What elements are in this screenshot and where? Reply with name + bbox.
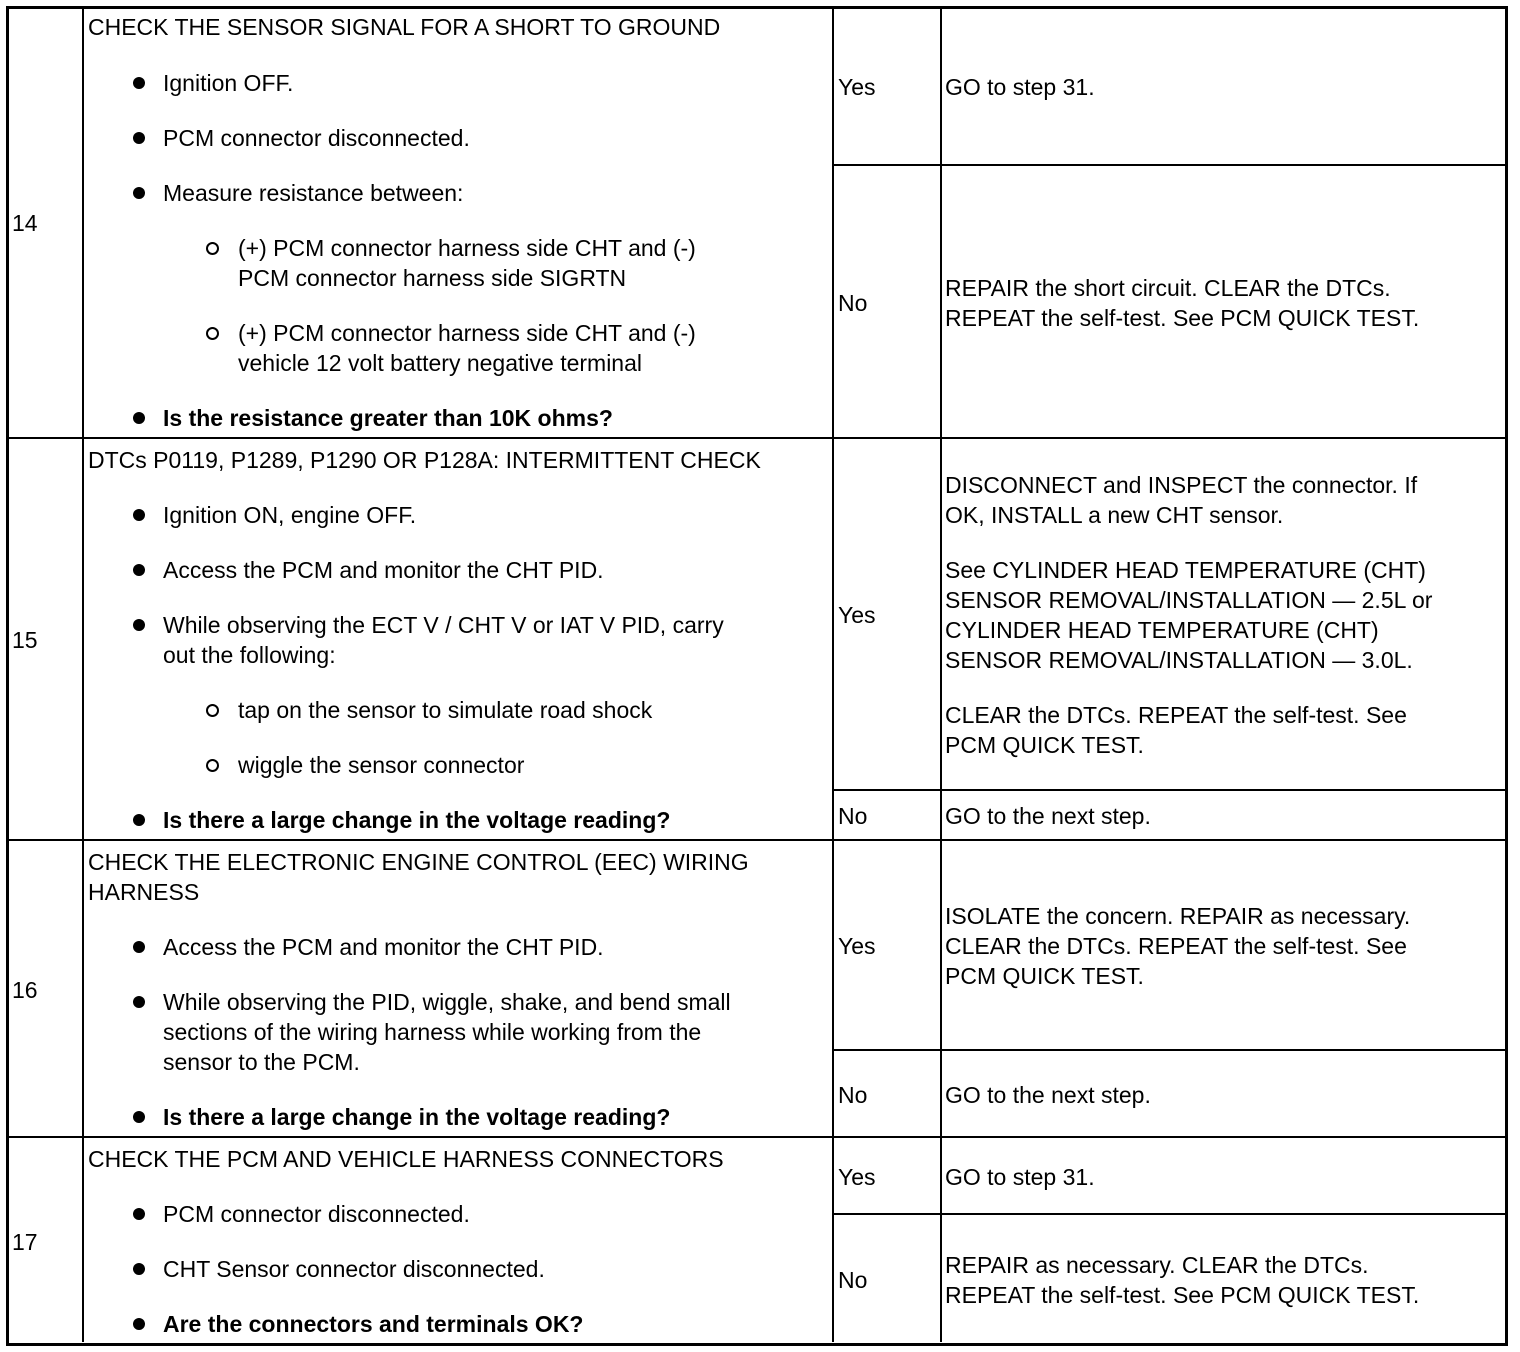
step-instruction: While observing the ECT V / CHT V or IAT V PID, carry out the following:: [163, 612, 724, 668]
result-action: GO to step 31.: [945, 1164, 1095, 1190]
sub-bullet-circle-icon: [206, 242, 219, 255]
step-instruction: While observing the PID, wiggle, shake, and bend small sections of the wiring harness while working from the sensor to the PCM.: [163, 989, 731, 1075]
step-number: 17: [12, 1229, 38, 1255]
step-instruction: CHT Sensor connector disconnected.: [163, 1256, 545, 1282]
bullet-icon: [133, 1208, 145, 1220]
result-action: GO to step 31.: [945, 74, 1095, 100]
answer-no: No: [838, 1267, 868, 1293]
bullet-icon: [133, 187, 145, 199]
column-divider: [82, 8, 84, 1342]
bullet-icon: [133, 509, 145, 521]
answer-yes: Yes: [838, 933, 876, 959]
step-sub-instruction: tap on the sensor to simulate road shock: [238, 697, 653, 723]
result-action: ISOLATE the concern. REPAIR as necessary. CLEAR the DTCs. REPEAT the self-test. See PCM QUICK TEST.: [945, 903, 1411, 989]
step-instruction: Measure resistance between:: [163, 180, 464, 206]
result-action: GO to the next step.: [945, 803, 1151, 829]
sub-bullet-circle-icon: [206, 704, 219, 717]
answer-no: No: [838, 803, 868, 829]
yes-no-divider: [832, 164, 1506, 166]
answer-no: No: [838, 1082, 868, 1108]
bullet-icon: [133, 1111, 145, 1123]
step-heading: CHECK THE ELECTRONIC ENGINE CONTROL (EEC) WIRING HARNESS: [88, 849, 749, 905]
result-action: GO to the next step.: [945, 1082, 1151, 1108]
answer-yes: Yes: [838, 1164, 876, 1190]
step-heading: CHECK THE PCM AND VEHICLE HARNESS CONNECTORS: [88, 1146, 724, 1172]
step-number: 15: [12, 627, 38, 653]
bullet-icon: [133, 619, 145, 631]
bullet-icon: [133, 564, 145, 576]
step-instruction: Ignition OFF.: [163, 70, 294, 96]
step-question: Is there a large change in the voltage reading?: [163, 807, 671, 833]
bullet-icon: [133, 412, 145, 424]
bullet-icon: [133, 1263, 145, 1275]
step-question: Are the connectors and terminals OK?: [163, 1311, 584, 1337]
bullet-icon: [133, 814, 145, 826]
result-action: REPAIR as necessary. CLEAR the DTCs. REPEAT the self-test. See PCM QUICK TEST.: [945, 1252, 1420, 1308]
bullet-icon: [133, 996, 145, 1008]
result-action: CLEAR the DTCs. REPEAT the self-test. See PCM QUICK TEST.: [945, 702, 1407, 758]
step-sub-instruction: (+) PCM connector harness side CHT and (-) PCM connector harness side SIGRTN: [238, 235, 696, 291]
yes-no-divider: [832, 1049, 1506, 1051]
bullet-icon: [133, 941, 145, 953]
row-divider: [8, 437, 1506, 439]
bullet-icon: [133, 77, 145, 89]
answer-no: No: [838, 290, 868, 316]
answer-yes: Yes: [838, 74, 876, 100]
step-number: 14: [12, 210, 38, 236]
step-question: Is the resistance greater than 10K ohms?: [163, 405, 613, 431]
step-question: Is there a large change in the voltage reading?: [163, 1104, 671, 1130]
step-sub-instruction: wiggle the sensor connector: [238, 752, 525, 778]
bullet-icon: [133, 1318, 145, 1330]
step-heading: CHECK THE SENSOR SIGNAL FOR A SHORT TO GROUND: [88, 14, 721, 40]
yes-no-divider: [832, 789, 1506, 791]
answer-yes: Yes: [838, 602, 876, 628]
result-action: DISCONNECT and INSPECT the connector. If OK, INSTALL a new CHT sensor.: [945, 472, 1418, 528]
row-divider: [8, 1136, 1506, 1138]
sub-bullet-circle-icon: [206, 759, 219, 772]
sub-bullet-circle-icon: [206, 327, 219, 340]
step-instruction: Access the PCM and monitor the CHT PID.: [163, 934, 604, 960]
yes-no-divider: [832, 1213, 1506, 1215]
step-instruction: Access the PCM and monitor the CHT PID.: [163, 557, 604, 583]
column-divider: [940, 8, 942, 1342]
step-instruction: Ignition ON, engine OFF.: [163, 502, 417, 528]
step-instruction: PCM connector disconnected.: [163, 1201, 470, 1227]
row-divider: [8, 839, 1506, 841]
result-action: REPAIR the short circuit. CLEAR the DTCs. REPEAT the self-test. See PCM QUICK TEST.: [945, 275, 1420, 331]
column-divider: [832, 8, 834, 1342]
step-number: 16: [12, 977, 38, 1003]
result-action: See CYLINDER HEAD TEMPERATURE (CHT) SENSOR REMOVAL/INSTALLATION — 2.5L or CYLINDER HEAD TEMPERATURE (CHT) SENSOR REMOVAL/INSTALLATION — 3.0L.: [945, 557, 1433, 673]
step-instruction: PCM connector disconnected.: [163, 125, 470, 151]
step-sub-instruction: (+) PCM connector harness side CHT and (-) vehicle 12 volt battery negative terminal: [238, 320, 696, 376]
step-heading: DTCs P0119, P1289, P1290 OR P128A: INTERMITTENT CHECK: [88, 447, 761, 473]
bullet-icon: [133, 132, 145, 144]
